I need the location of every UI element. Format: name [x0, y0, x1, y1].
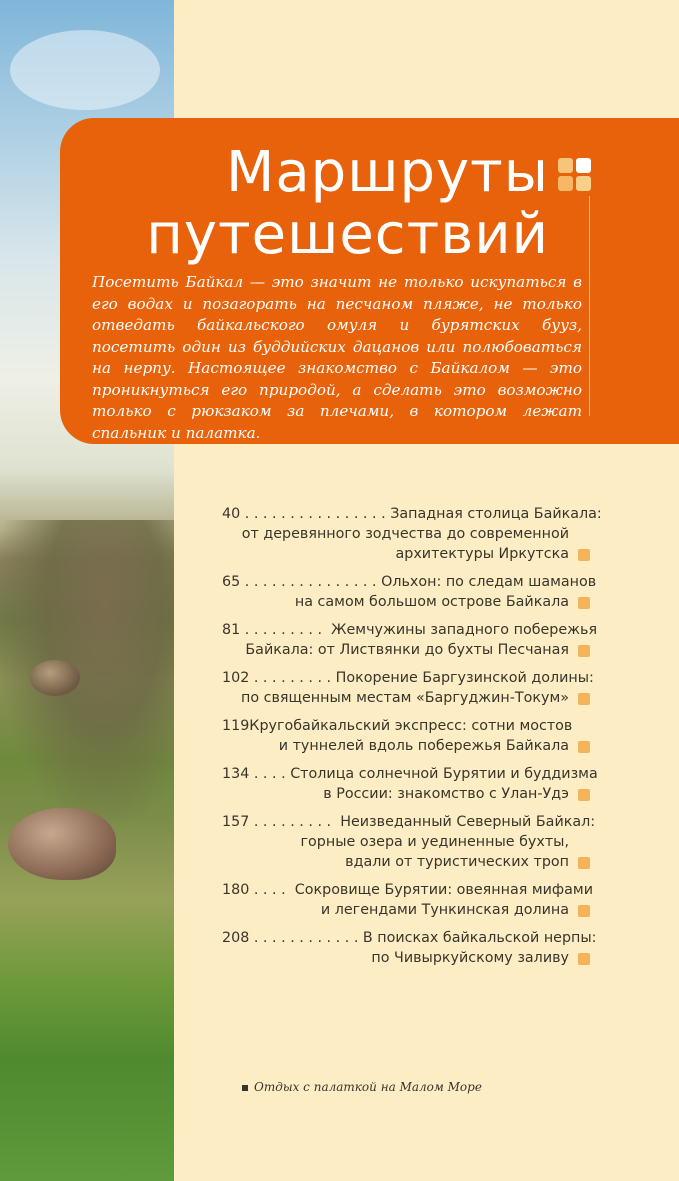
toc-page-number: 134: [222, 766, 250, 782]
toc-page-number: 119: [222, 718, 250, 734]
toc-leader-dots: . . . . . . . . .: [240, 622, 332, 638]
toc-title-line: и легендами Тункинская долина: [320, 902, 569, 918]
toc-item[interactable]: [222, 928, 622, 968]
toc-bullet-icon: [578, 645, 590, 657]
toc-item[interactable]: [222, 572, 622, 612]
toc-title-line: и туннелей вдоль побережья Байкала: [278, 738, 569, 754]
toc-title-line: В поисках байкальской нерпы:: [362, 930, 597, 946]
toc-item[interactable]: [222, 880, 622, 920]
intro-paragraph: Посетить Байкал — это значит не только искупаться в его водах и позагорать на песчаном пляже, не только отведать байкальского омуля и бурятских бууз, посетить один из буддийских дацанов или полюбоваться на нерпу. Настоящее знакомство с Байкалом — это проникнуться его природой, а сделать это возможно только с рюкзаком за плечами, в котором лежат спальник и палатка.: [92, 273, 582, 442]
toc-title-line: Сокровище Бурятии: овеянная мифами: [294, 882, 593, 898]
toc-bullet-icon: [578, 741, 590, 753]
toc-page-number: 40: [222, 506, 241, 522]
toc-bullet-icon: [578, 693, 590, 705]
toc-title-line: Покорение Баргузинской долины:: [335, 670, 594, 686]
toc-item[interactable]: [222, 716, 622, 756]
toc-title-line: от деревянного зодчества до современной: [241, 526, 569, 542]
toc-item[interactable]: [222, 764, 622, 804]
toc-page-number: 102: [222, 670, 250, 686]
toc-title-line: Ольхон: по следам шаманов: [381, 574, 597, 590]
decorative-squares-icon: [558, 158, 592, 192]
photo-caption: [242, 1080, 482, 1094]
toc-page-number: 157: [222, 814, 250, 830]
toc-leader-dots: . . . . . . . . . . . . . . . .: [240, 506, 391, 522]
table-of-contents: [222, 504, 622, 976]
caption-square-icon: [242, 1085, 248, 1091]
toc-bullet-icon: [578, 597, 590, 609]
toc-page-number: 208: [222, 930, 250, 946]
toc-title-line: Кругобайкальский экспресс: сотни мостов: [249, 718, 573, 734]
toc-item[interactable]: [222, 504, 622, 564]
toc-title-line: в России: знакомство с Улан-Удэ: [323, 786, 569, 802]
toc-item[interactable]: [222, 812, 622, 872]
boulder-large: [8, 808, 116, 880]
caption-text: Отдых с палаткой на Малом Море: [254, 1080, 482, 1094]
title-line-2: путешествий: [146, 202, 549, 267]
toc-leader-dots: . . . .: [249, 882, 295, 898]
divider-line: [589, 196, 590, 416]
toc-bullet-icon: [578, 789, 590, 801]
toc-bullet-icon: [578, 857, 590, 869]
toc-leader-dots: . . . .: [249, 766, 291, 782]
toc-item[interactable]: [222, 668, 622, 708]
toc-page-number: 65: [222, 574, 241, 590]
toc-title-line: по священным местам «Баргуджин-Токум»: [241, 690, 569, 706]
toc-item[interactable]: [222, 620, 622, 660]
sky-cloud: [10, 30, 160, 110]
toc-title-line: архитектуры Иркутска: [395, 546, 569, 562]
boulder: [30, 660, 80, 696]
toc-title-line: Жемчужины западного побережья: [331, 622, 598, 638]
toc-title-line: горные озера и уединенные бухты,: [300, 834, 569, 850]
toc-title-line: Неизведанный Северный Байкал:: [340, 814, 596, 830]
toc-bullet-icon: [578, 953, 590, 965]
rocky-hill: [0, 520, 174, 820]
title-line-1: Маршруты: [226, 140, 549, 205]
toc-page-number: 81: [222, 622, 241, 638]
toc-title-line: на самом большом острове Байкала: [294, 594, 569, 610]
toc-title-line: Западная столица Байкала:: [390, 506, 602, 522]
toc-page-number: 180: [222, 882, 250, 898]
toc-leader-dots: . . . . . . . . .: [249, 814, 341, 830]
toc-leader-dots: . . . . . . . . .: [249, 670, 336, 686]
page-title: [129, 142, 549, 266]
toc-bullet-icon: [578, 549, 590, 561]
toc-title-line: Байкала: от Листвянки до бухты Песчаная: [245, 642, 569, 658]
toc-title-line: по Чивыркуйскому заливу: [371, 950, 569, 966]
toc-title-line: Столица солнечной Бурятии и буддизма: [290, 766, 598, 782]
toc-bullet-icon: [578, 905, 590, 917]
toc-title-line: вдали от туристических троп: [345, 854, 569, 870]
toc-leader-dots: . . . . . . . . . . . . . . .: [240, 574, 382, 590]
toc-leader-dots: . . . . . . . . . . . .: [249, 930, 363, 946]
